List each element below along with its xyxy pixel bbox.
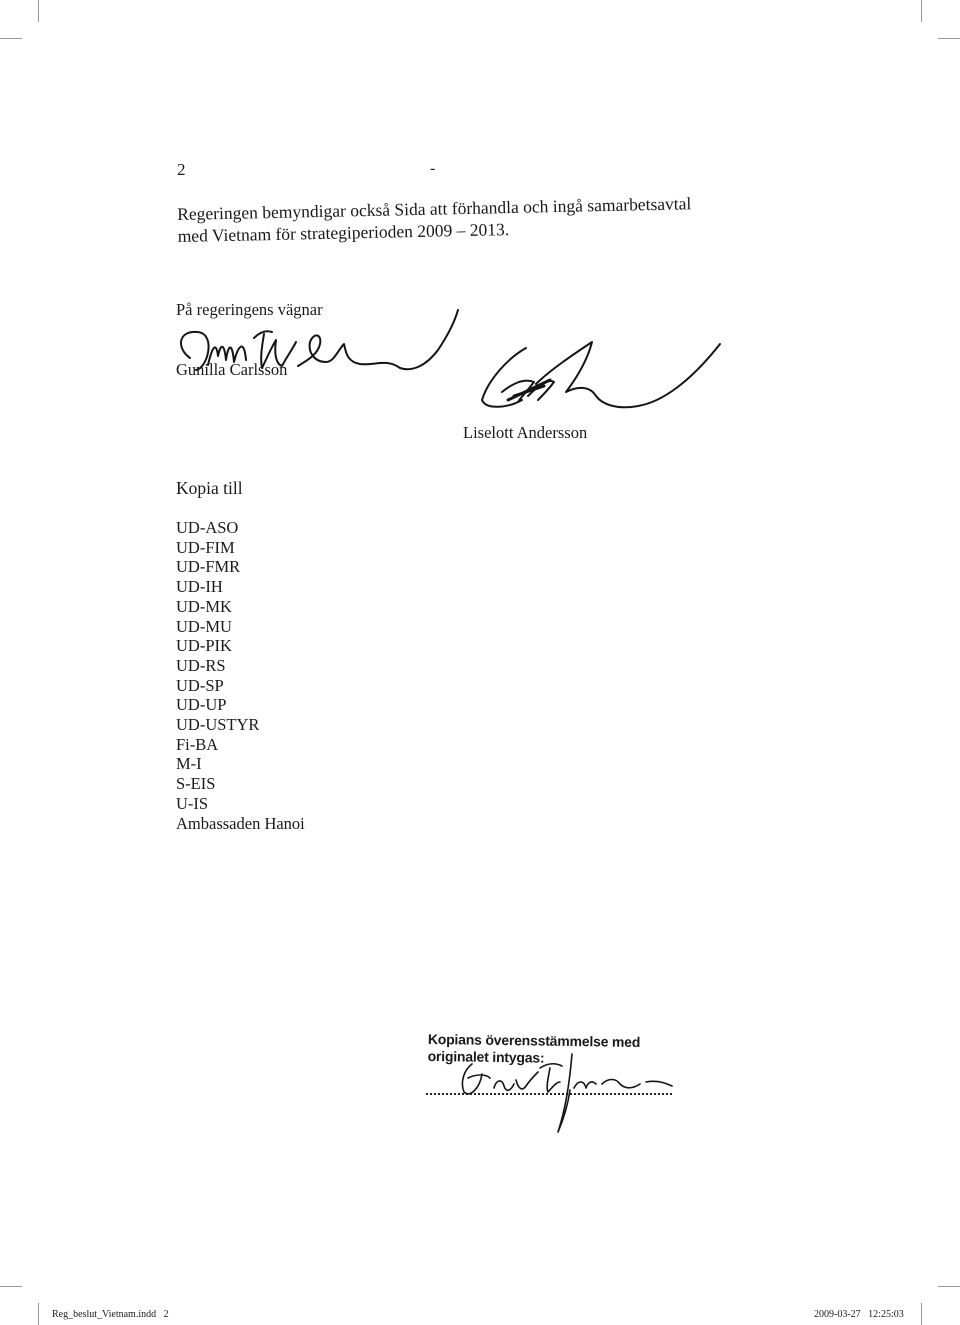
list-item: Fi-BA (176, 734, 219, 754)
list-item: UD-SP (176, 675, 224, 695)
crop-mark-top-left-h (0, 38, 22, 39)
list-item: UD-FMR (176, 557, 241, 577)
list-item: UD-ASO (176, 518, 239, 537)
on-behalf-line: På regeringens vägnar (176, 300, 323, 319)
list-item: UD-PIK (176, 636, 232, 656)
crop-mark-bottom-left-h (0, 1286, 22, 1287)
footer-timestamp: 2009-03-27 12:25:03 (814, 1309, 904, 1320)
paragraph-line: med Vietnam för strategiperioden 2009 – 2013. (177, 219, 510, 246)
crop-mark-top-left-v (38, 0, 39, 22)
list-item: UD-MK (176, 596, 232, 616)
list-item: U-IS (176, 793, 209, 813)
crop-mark-bottom-right-h (938, 1286, 960, 1287)
list-item: UD-FIM (176, 537, 235, 557)
list-item: UD-UP (176, 695, 227, 715)
list-item: M-I (176, 754, 202, 774)
signature-2-image (478, 330, 738, 420)
list-item: UD-RS (176, 655, 226, 675)
distribution-list (176, 518, 305, 833)
certification-line-1: Kopians överensstämmelse med (427, 1031, 641, 1050)
certification-signature-image (450, 1048, 710, 1138)
list-item: Ambassaden Hanoi (176, 813, 305, 833)
crop-mark-top-right-h (938, 38, 960, 39)
certification-line-2: originalet intygas: (427, 1047, 545, 1066)
footer-file-info: Reg_beslut_Vietnam.indd 2 (52, 1309, 169, 1320)
signer-name-1: Gunilla Carlsson (176, 360, 288, 379)
list-item: UD-IH (176, 577, 223, 597)
signature-1-image (168, 310, 468, 390)
copy-recipients-heading: Kopia till (176, 478, 243, 498)
crop-mark-bottom-right-v (921, 1303, 922, 1325)
list-item: S-EIS (176, 774, 216, 794)
page-number: 2 (177, 160, 186, 179)
list-item: UD-USTYR (176, 715, 260, 735)
paragraph-line: Regeringen bemyndigar också Sida att förhandla och ingå samarbetsavtal (177, 193, 692, 224)
crop-mark-top-right-v (921, 0, 922, 22)
page-dash: - (430, 160, 436, 177)
body-paragraph (177, 192, 698, 247)
list-item: UD-MU (176, 616, 232, 636)
crop-mark-bottom-left-v (38, 1303, 39, 1325)
signer-name-2: Liselott Andersson (463, 423, 588, 442)
